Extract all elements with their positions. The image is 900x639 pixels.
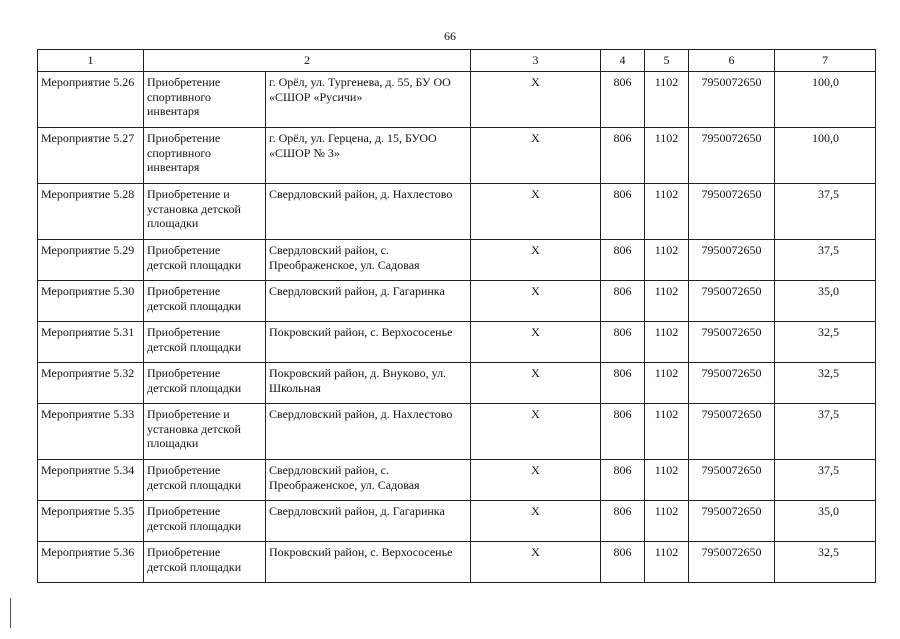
table-row bbox=[38, 460, 876, 501]
description-cell: Приобретение детской площадки bbox=[144, 322, 266, 363]
col3-cell: X bbox=[471, 363, 601, 404]
description-cell: Приобретение и установка детской площадки bbox=[144, 184, 266, 240]
header-col-3: 3 bbox=[471, 50, 601, 72]
col4-cell: 806 bbox=[601, 460, 645, 501]
col4-cell: 806 bbox=[601, 72, 645, 128]
col5-cell: 1102 bbox=[645, 322, 689, 363]
col4-cell: 806 bbox=[601, 501, 645, 542]
activity-cell: Мероприятие 5.31 bbox=[38, 322, 144, 363]
col6-cell: 7950072650 bbox=[689, 460, 775, 501]
col5-cell: 1102 bbox=[645, 128, 689, 184]
col6-cell: 7950072650 bbox=[689, 72, 775, 128]
description-cell: Приобретение детской площадки bbox=[144, 363, 266, 404]
description-cell: Приобретение детской площадки bbox=[144, 460, 266, 501]
col7-cell: 100,0 bbox=[775, 72, 876, 128]
table-row bbox=[38, 404, 876, 460]
col3-cell: X bbox=[471, 128, 601, 184]
col4-cell: 806 bbox=[601, 281, 645, 322]
activity-cell: Мероприятие 5.32 bbox=[38, 363, 144, 404]
col3-cell: X bbox=[471, 542, 601, 583]
scan-mark bbox=[10, 598, 11, 628]
budget-table bbox=[37, 49, 876, 583]
location-cell: Покровский район, с. Верхососенье bbox=[266, 322, 471, 363]
col5-cell: 1102 bbox=[645, 240, 689, 281]
col3-cell: X bbox=[471, 501, 601, 542]
description-cell: Приобретение детской площадки bbox=[144, 542, 266, 583]
col3-cell: X bbox=[471, 184, 601, 240]
col4-cell: 806 bbox=[601, 184, 645, 240]
activity-cell: Мероприятие 5.34 bbox=[38, 460, 144, 501]
col6-cell: 7950072650 bbox=[689, 501, 775, 542]
col3-cell: X bbox=[471, 281, 601, 322]
activity-cell: Мероприятие 5.26 bbox=[38, 72, 144, 128]
location-cell: г. Орёл, ул. Герцена, д. 15, БУОО «СШОР № 3» bbox=[266, 128, 471, 184]
col3-cell: X bbox=[471, 460, 601, 501]
col6-cell: 7950072650 bbox=[689, 128, 775, 184]
col7-cell: 32,5 bbox=[775, 363, 876, 404]
location-cell: Свердловский район, д. Гагаринка bbox=[266, 501, 471, 542]
col3-cell: X bbox=[471, 322, 601, 363]
col4-cell: 806 bbox=[601, 128, 645, 184]
col7-cell: 37,5 bbox=[775, 404, 876, 460]
location-cell: Свердловский район, с. Преображенское, ул. Садовая bbox=[266, 460, 471, 501]
col6-cell: 7950072650 bbox=[689, 322, 775, 363]
col5-cell: 1102 bbox=[645, 281, 689, 322]
col7-cell: 32,5 bbox=[775, 542, 876, 583]
location-cell: Покровский район, д. Внуково, ул. Школьная bbox=[266, 363, 471, 404]
col4-cell: 806 bbox=[601, 542, 645, 583]
col4-cell: 806 bbox=[601, 322, 645, 363]
header-col-5: 5 bbox=[645, 50, 689, 72]
col7-cell: 37,5 bbox=[775, 240, 876, 281]
table-row bbox=[38, 240, 876, 281]
location-cell: Свердловский район, д. Нахлестово bbox=[266, 404, 471, 460]
col3-cell: X bbox=[471, 404, 601, 460]
col5-cell: 1102 bbox=[645, 542, 689, 583]
col5-cell: 1102 bbox=[645, 501, 689, 542]
col3-cell: X bbox=[471, 240, 601, 281]
description-cell: Приобретение детской площадки bbox=[144, 281, 266, 322]
header-col-7: 7 bbox=[775, 50, 876, 72]
location-cell: Свердловский район, с. Преображенское, ул. Садовая bbox=[266, 240, 471, 281]
activity-cell: Мероприятие 5.33 bbox=[38, 404, 144, 460]
location-cell: Свердловский район, д. Нахлестово bbox=[266, 184, 471, 240]
description-cell: Приобретение детской площадки bbox=[144, 240, 266, 281]
col6-cell: 7950072650 bbox=[689, 184, 775, 240]
header-col-2: 2 bbox=[144, 50, 471, 72]
location-cell: Свердловский район, д. Гагаринка bbox=[266, 281, 471, 322]
header-col-4: 4 bbox=[601, 50, 645, 72]
table-row bbox=[38, 281, 876, 322]
col7-cell: 37,5 bbox=[775, 460, 876, 501]
header-col-1: 1 bbox=[38, 50, 144, 72]
activity-cell: Мероприятие 5.29 bbox=[38, 240, 144, 281]
activity-cell: Мероприятие 5.35 bbox=[38, 501, 144, 542]
page-number: 66 bbox=[444, 29, 456, 43]
col4-cell: 806 bbox=[601, 240, 645, 281]
col6-cell: 7950072650 bbox=[689, 240, 775, 281]
col6-cell: 7950072650 bbox=[689, 542, 775, 583]
col5-cell: 1102 bbox=[645, 72, 689, 128]
header-col-6: 6 bbox=[689, 50, 775, 72]
header-row bbox=[38, 50, 876, 72]
col7-cell: 35,0 bbox=[775, 501, 876, 542]
col5-cell: 1102 bbox=[645, 363, 689, 404]
table-row bbox=[38, 501, 876, 542]
col7-cell: 37,5 bbox=[775, 184, 876, 240]
col4-cell: 806 bbox=[601, 404, 645, 460]
col5-cell: 1102 bbox=[645, 184, 689, 240]
table-row bbox=[38, 322, 876, 363]
col7-cell: 35,0 bbox=[775, 281, 876, 322]
col6-cell: 7950072650 bbox=[689, 404, 775, 460]
description-cell: Приобретение спортивного инвентаря bbox=[144, 128, 266, 184]
table-row bbox=[38, 184, 876, 240]
location-cell: г. Орёл, ул. Тургенева, д. 55, БУ ОО «СШОР «Русичи» bbox=[266, 72, 471, 128]
table-row bbox=[38, 72, 876, 128]
table-body bbox=[38, 72, 876, 583]
activity-cell: Мероприятие 5.30 bbox=[38, 281, 144, 322]
location-cell: Покровский район, с. Верхососенье bbox=[266, 542, 471, 583]
col7-cell: 32,5 bbox=[775, 322, 876, 363]
description-cell: Приобретение и установка детской площадки bbox=[144, 404, 266, 460]
col5-cell: 1102 bbox=[645, 460, 689, 501]
description-cell: Приобретение детской площадки bbox=[144, 501, 266, 542]
col5-cell: 1102 bbox=[645, 404, 689, 460]
table-row bbox=[38, 363, 876, 404]
activity-cell: Мероприятие 5.27 bbox=[38, 128, 144, 184]
col6-cell: 7950072650 bbox=[689, 363, 775, 404]
activity-cell: Мероприятие 5.28 bbox=[38, 184, 144, 240]
activity-cell: Мероприятие 5.36 bbox=[38, 542, 144, 583]
table-row bbox=[38, 542, 876, 583]
table-row bbox=[38, 128, 876, 184]
col7-cell: 100,0 bbox=[775, 128, 876, 184]
col6-cell: 7950072650 bbox=[689, 281, 775, 322]
col3-cell: X bbox=[471, 72, 601, 128]
col4-cell: 806 bbox=[601, 363, 645, 404]
description-cell: Приобретение спортивного инвентаря bbox=[144, 72, 266, 128]
